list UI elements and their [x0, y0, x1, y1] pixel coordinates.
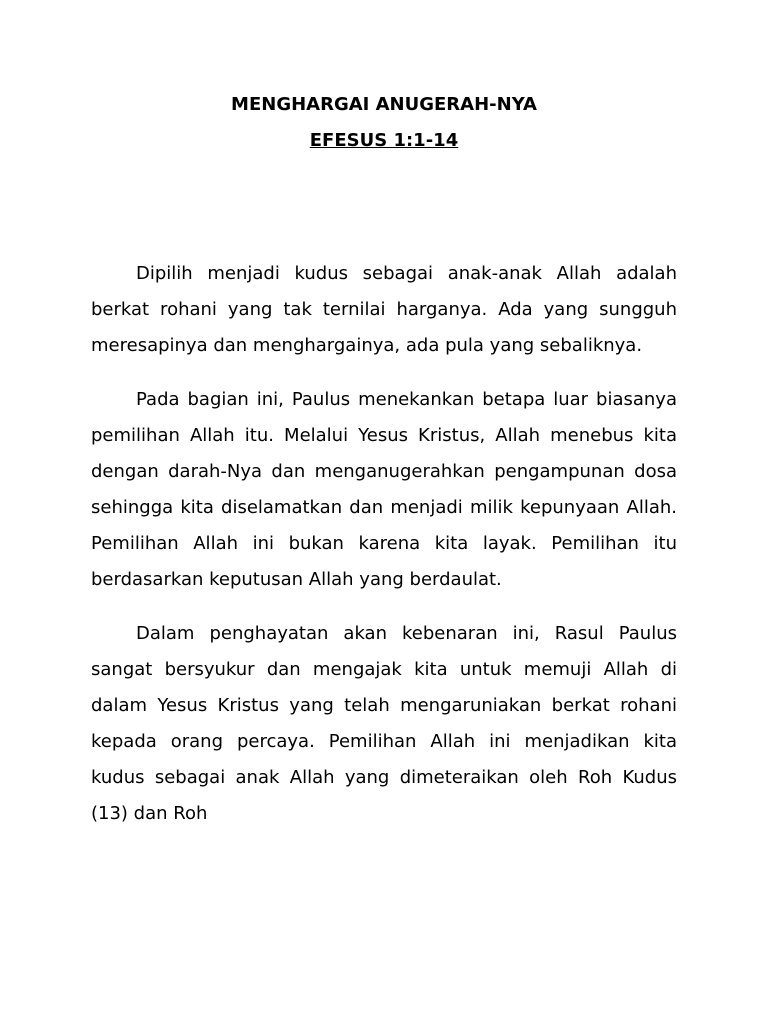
scripture-reference: EFESUS 1:1-14: [309, 130, 459, 151]
document-title: MENGHARGAI ANUGERAH-NYA: [231, 94, 537, 115]
paragraph-1: Dipilih menjadi kudus sebagai anak-anak Allah adalah berkat rohani yang tak ternilai harganya. Ada yang sungguh meresapinya dan menghargainya, ada pula yang sebaliknya.: [91, 263, 677, 356]
paragraph-2: Pada bagian ini, Paulus menekankan betapa luar biasanya pemilihan Allah itu. Melalui Yesus Kristus, Allah menebus kita dengan darah-Nya dan menganugerahkan pengampunan dosa sehingga kita diselamatkan dan menjadi milik kepunyaan Allah. Pemilihan Allah ini bukan karena kita layak. Pemilihan itu berdasarkan keputusan Allah yang berdaulat.: [91, 389, 677, 590]
paragraph-3: Dalam penghayatan akan kebenaran ini, Rasul Paulus sangat bersyukur dan mengajak kita untuk memuji Allah di dalam Yesus Kristus yang telah mengaruniakan berkat rohani kepada orang percaya. Pemilihan Allah ini menjadikan kita kudus sebagai anak Allah yang dimeteraikan oleh Roh Kudus (13) dan Roh: [91, 623, 677, 824]
document-body: [91, 256, 677, 850]
